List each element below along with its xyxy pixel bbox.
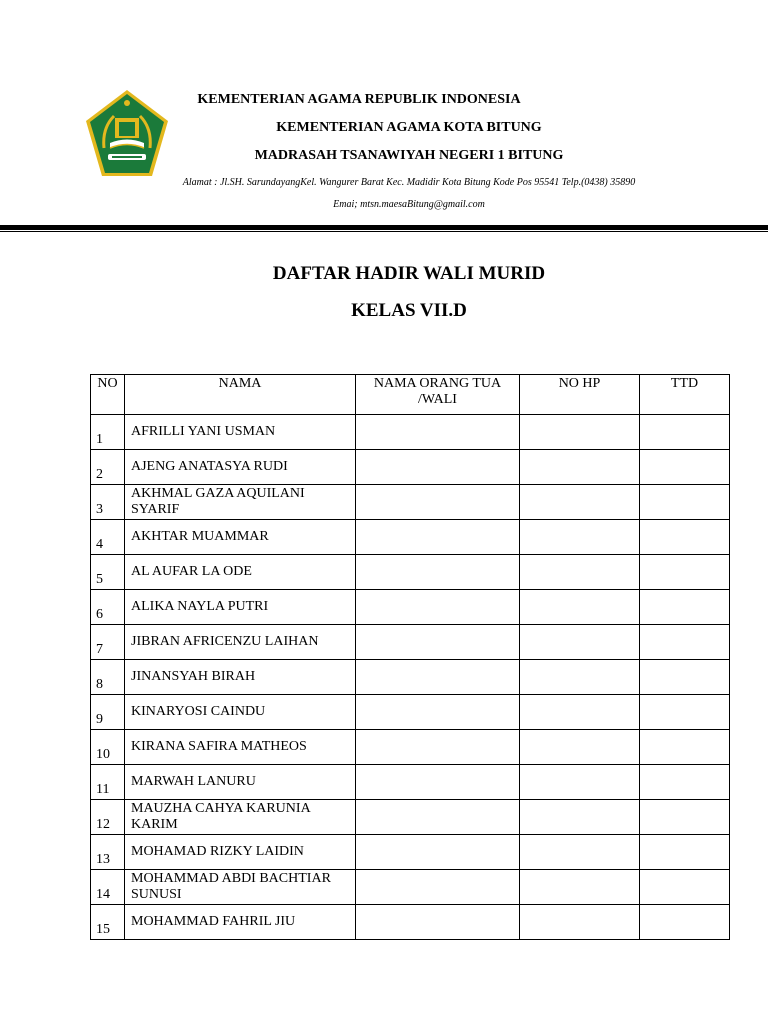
phone-cell[interactable] xyxy=(520,555,640,590)
row-number: 5 xyxy=(91,555,125,590)
table-row xyxy=(91,765,730,800)
parent-name-cell[interactable] xyxy=(356,625,520,660)
student-name: AL AUFAR LA ODE xyxy=(125,555,356,590)
row-number: 3 xyxy=(91,485,125,520)
phone-cell[interactable] xyxy=(520,415,640,450)
signature-cell[interactable] xyxy=(640,590,730,625)
parent-name-cell[interactable] xyxy=(356,870,520,905)
header-divider-thick xyxy=(0,225,768,230)
signature-cell[interactable] xyxy=(640,625,730,660)
signature-cell[interactable] xyxy=(640,695,730,730)
parent-name-cell[interactable] xyxy=(356,905,520,940)
table-row xyxy=(91,730,730,765)
row-number: 15 xyxy=(91,905,125,940)
row-number: 4 xyxy=(91,520,125,555)
column-header-nama: NAMA xyxy=(125,375,356,415)
table-row xyxy=(91,905,730,940)
column-header-no: NO xyxy=(91,375,125,415)
signature-cell[interactable] xyxy=(640,765,730,800)
parent-name-cell[interactable] xyxy=(356,415,520,450)
student-name: MARWAH LANURU xyxy=(125,765,356,800)
attendance-table xyxy=(90,374,730,940)
office-line: KEMENTERIAN AGAMA KOTA BITUNG xyxy=(276,120,542,135)
parent-name-cell[interactable] xyxy=(356,695,520,730)
parent-name-cell[interactable] xyxy=(356,450,520,485)
parent-name-cell[interactable] xyxy=(356,520,520,555)
table-row xyxy=(91,870,730,905)
parent-name-cell[interactable] xyxy=(356,555,520,590)
student-name: MAUZHA CAHYA KARUNIA KARIM xyxy=(125,800,356,835)
student-name: MOHAMMAD FAHRIL JIU xyxy=(125,905,356,940)
phone-cell[interactable] xyxy=(520,870,640,905)
ministry-line: KEMENTERIAN AGAMA REPUBLIK INDONESIA xyxy=(197,92,521,107)
phone-cell[interactable] xyxy=(520,800,640,835)
student-name: ALIKA NAYLA PUTRI xyxy=(125,590,356,625)
signature-cell[interactable] xyxy=(640,905,730,940)
table-row xyxy=(91,800,730,835)
row-number: 7 xyxy=(91,625,125,660)
signature-cell[interactable] xyxy=(640,520,730,555)
phone-cell[interactable] xyxy=(520,835,640,870)
student-name: AKHTAR MUAMMAR xyxy=(125,520,356,555)
phone-cell[interactable] xyxy=(520,660,640,695)
school-name: MADRASAH TSANAWIYAH NEGERI 1 BITUNG xyxy=(254,148,564,163)
row-number: 13 xyxy=(91,835,125,870)
signature-cell[interactable] xyxy=(640,555,730,590)
row-number: 12 xyxy=(91,800,125,835)
parent-name-cell[interactable] xyxy=(356,835,520,870)
phone-cell[interactable] xyxy=(520,695,640,730)
parent-name-cell[interactable] xyxy=(356,765,520,800)
column-header-phone: NO HP xyxy=(520,375,640,415)
phone-cell[interactable] xyxy=(520,625,640,660)
column-header-signature: TTD xyxy=(640,375,730,415)
student-name: JIBRAN AFRICENZU LAIHAN xyxy=(125,625,356,660)
header-divider-thin xyxy=(0,231,768,232)
student-name: MOHAMAD RIZKY LAIDIN xyxy=(125,835,356,870)
table-row xyxy=(91,485,730,520)
phone-cell[interactable] xyxy=(520,765,640,800)
student-name: JINANSYAH BIRAH xyxy=(125,660,356,695)
row-number: 11 xyxy=(91,765,125,800)
parent-name-cell[interactable] xyxy=(356,730,520,765)
phone-cell[interactable] xyxy=(520,590,640,625)
row-number: 10 xyxy=(91,730,125,765)
parent-name-cell[interactable] xyxy=(356,485,520,520)
parent-name-cell[interactable] xyxy=(356,590,520,625)
table-row xyxy=(91,450,730,485)
student-name: AFRILLI YANI USMAN xyxy=(125,415,356,450)
table-row xyxy=(91,520,730,555)
table-row xyxy=(91,835,730,870)
school-email: Emai; mtsn.maesaBitung@gmail.com xyxy=(333,199,485,210)
parent-name-cell[interactable] xyxy=(356,660,520,695)
student-name: MOHAMMAD ABDI BACHTIAR SUNUSI xyxy=(125,870,356,905)
parent-name-cell[interactable] xyxy=(356,800,520,835)
school-address: Alamat : Jl.SH. SarundayangKel. Wangurer Barat Kec. Madidir Kota Bitung Kode Pos 95541 Telp.(0438) 35890 xyxy=(182,177,636,188)
signature-cell[interactable] xyxy=(640,415,730,450)
table-row xyxy=(91,660,730,695)
row-number: 8 xyxy=(91,660,125,695)
table-row xyxy=(91,625,730,660)
student-name: AJENG ANATASYA RUDI xyxy=(125,450,356,485)
table-row xyxy=(91,695,730,730)
table-header-row xyxy=(91,375,730,415)
table-row xyxy=(91,555,730,590)
table-row xyxy=(91,590,730,625)
row-number: 2 xyxy=(91,450,125,485)
signature-cell[interactable] xyxy=(640,485,730,520)
class-title: KELAS VII.D xyxy=(351,300,467,321)
student-name: KINARYOSI CAINDU xyxy=(125,695,356,730)
row-number: 6 xyxy=(91,590,125,625)
signature-cell[interactable] xyxy=(640,835,730,870)
phone-cell[interactable] xyxy=(520,730,640,765)
phone-cell[interactable] xyxy=(520,450,640,485)
row-number: 9 xyxy=(91,695,125,730)
signature-cell[interactable] xyxy=(640,870,730,905)
student-name: KIRANA SAFIRA MATHEOS xyxy=(125,730,356,765)
phone-cell[interactable] xyxy=(520,485,640,520)
phone-cell[interactable] xyxy=(520,520,640,555)
table-row xyxy=(91,415,730,450)
row-number: 1 xyxy=(91,415,125,450)
signature-cell[interactable] xyxy=(640,450,730,485)
signature-cell[interactable] xyxy=(640,730,730,765)
document-title: DAFTAR HADIR WALI MURID xyxy=(272,263,546,284)
phone-cell[interactable] xyxy=(520,905,640,940)
signature-cell[interactable] xyxy=(640,660,730,695)
column-header-parent-name: NAMA ORANG TUA /WALI xyxy=(356,375,520,415)
signature-cell[interactable] xyxy=(640,800,730,835)
row-number: 14 xyxy=(91,870,125,905)
student-name: AKHMAL GAZA AQUILANI SYARIF xyxy=(125,485,356,520)
